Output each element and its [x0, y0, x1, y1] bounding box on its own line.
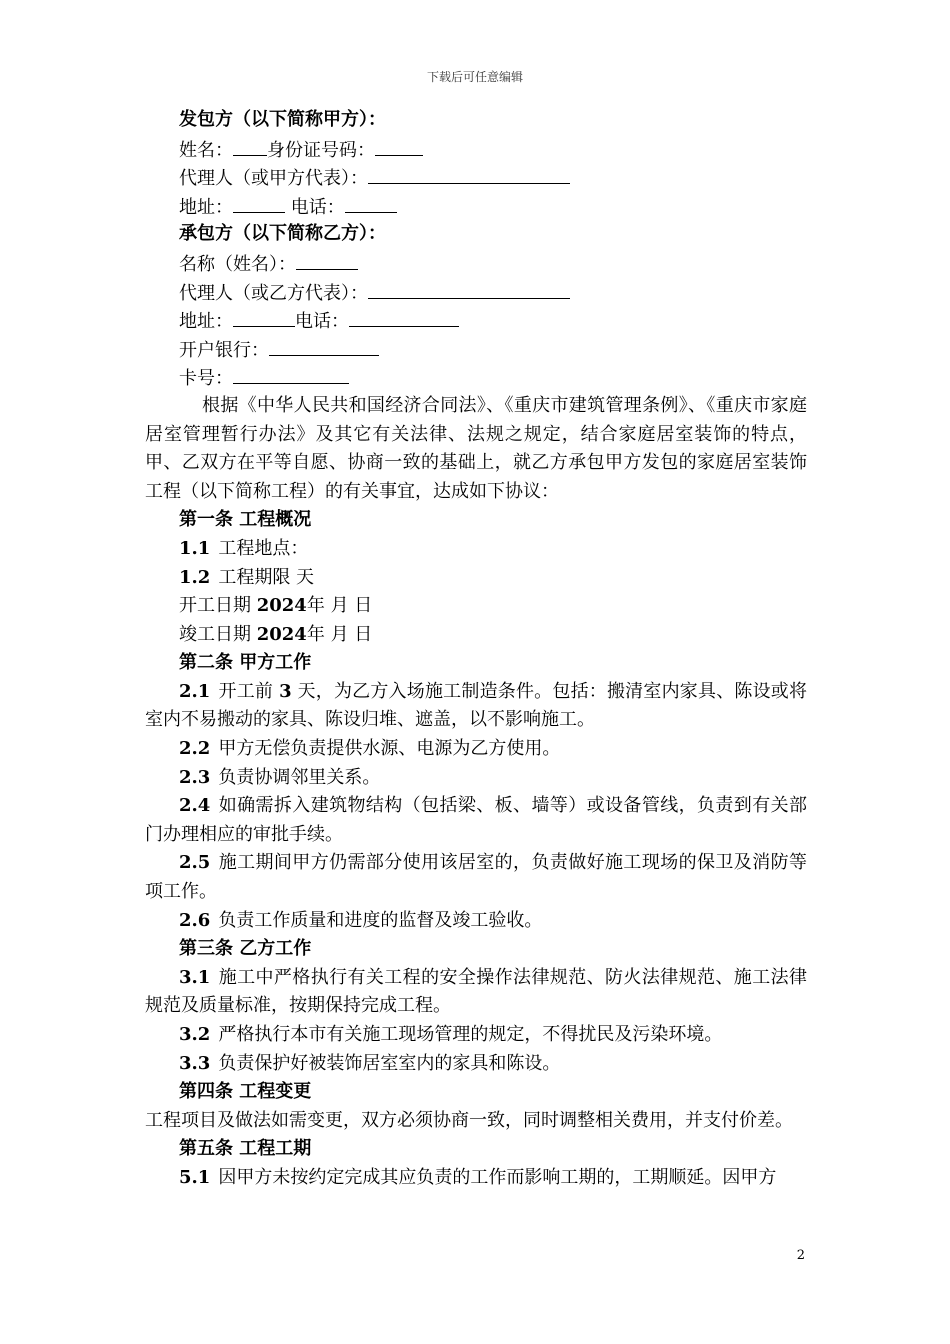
end-date-rest: 年 月 日	[306, 623, 373, 645]
item-text: 因甲方未按约定完成其应负责的工作而影响工期的，工期顺延。因甲方	[218, 1166, 777, 1188]
item-number: 2.5	[179, 852, 211, 874]
item-text: 如确需拆入建筑物结构（包括梁、板、墙等）或设备管线，负责到有关部门办理相应的审批手续。	[145, 795, 807, 845]
item-text: 甲方无偿负责提供水源、电源为乙方使用。	[218, 738, 561, 760]
article-1-item-2	[145, 564, 807, 593]
phone-blank[interactable]	[345, 192, 397, 213]
item-number: 2.4	[179, 795, 211, 817]
party-a-heading: 发包方（以下简称甲方）：	[179, 109, 386, 130]
item-number: 3.2	[179, 1024, 211, 1045]
page-header: 下载后可任意编辑	[426, 70, 523, 84]
article-3-title: 第三条 乙方工作	[179, 938, 312, 960]
days-value: 3	[279, 680, 292, 702]
card-blank[interactable]	[233, 363, 349, 384]
address-blank[interactable]	[233, 306, 295, 327]
party-b-address-line	[145, 306, 807, 335]
item-text: 负责保护好被装饰居室室内的家具和陈设。	[218, 1052, 561, 1074]
agent-label: 代理人（或乙方代表）：	[179, 282, 368, 304]
item-text: 施工期间甲方仍需部分使用该居室的，负责做好施工现场的保卫及消防等项工作。	[145, 852, 807, 903]
article-2-item-2	[145, 735, 807, 764]
start-year: 2024	[256, 595, 307, 617]
article-4-title: 第四条 工程变更	[179, 1081, 312, 1103]
bank-label: 开户银行：	[179, 339, 269, 361]
party-a-address-line	[145, 192, 807, 221]
party-a-agent-line	[145, 163, 807, 192]
item-text: 严格执行本市有关施工现场管理的规定，不得扰民及污染环境。	[218, 1024, 723, 1045]
item-number: 5.1	[179, 1166, 211, 1188]
item-text: 施工中严格执行有关工程的安全操作法律规范、防火法律规范、施工法律规范及质量标准，按期保持完成工程。	[145, 966, 807, 1017]
item-number: 3.1	[179, 966, 211, 988]
phone-label: 电话：	[290, 196, 345, 218]
article-2-item-4	[145, 792, 807, 849]
page-number: 2	[796, 1248, 805, 1263]
party-b-heading: 承包方（以下简称乙方）：	[179, 223, 386, 245]
item-number: 3.3	[179, 1052, 211, 1074]
address-label: 地址：	[179, 311, 233, 333]
party-b-name-line	[145, 249, 807, 278]
name-label: 姓名：	[179, 139, 233, 161]
item-number: 2.6	[179, 909, 211, 931]
article-2-item-5	[145, 849, 807, 906]
end-year: 2024	[256, 623, 307, 645]
agent-blank[interactable]	[368, 278, 570, 299]
item-text: 工程地点：	[218, 537, 309, 559]
item-text: 负责协调邻里关系。	[218, 766, 381, 788]
item-text: 开工前	[218, 680, 274, 702]
agent-blank[interactable]	[368, 163, 570, 184]
item-text: 负责工作质量和进度的监督及竣工验收。	[218, 909, 543, 931]
start-date-label: 开工日期	[179, 595, 251, 617]
item-number: 1.2	[179, 566, 211, 588]
id-blank[interactable]	[375, 135, 423, 156]
party-a-name-line	[145, 135, 807, 164]
article-3-item-2	[145, 1021, 807, 1050]
name-blank[interactable]	[296, 249, 358, 270]
end-date-line	[145, 621, 807, 650]
party-b-bank-line	[145, 335, 807, 364]
address-blank[interactable]	[233, 192, 285, 213]
start-date-line	[145, 592, 807, 621]
article-2-item-6	[145, 907, 807, 936]
article-4-text: 工程项目及做法如需变更，双方必须协商一致，同时调整相关费用，并支付价差。	[145, 1109, 793, 1131]
article-5-title: 第五条 工程工期	[179, 1138, 312, 1160]
agent-label: 代理人（或甲方代表）：	[179, 168, 368, 190]
item-text: 天，为乙方入场施工制造条件。包括：搬清室内家具、陈设或将室内不易搬动的家具、陈设归堆、遮盖，以不影响施工。	[145, 680, 808, 731]
name-label: 名称（姓名）：	[179, 253, 296, 275]
intro-paragraph: 根据《中华人民共和国经济合同法》、《重庆市建筑管理条例》、《重庆市家庭居室管理暂行办法》及其它有关法律、法规之规定，结合家庭居室装饰的特点，甲、乙双方在平等自愿、协商一致的基础上，就乙方承包甲方发包的家庭居室装饰工程（以下简称工程）的有关事宜，达成如下协议：	[145, 394, 807, 502]
article-2-item-3	[145, 764, 807, 793]
item-number: 2.3	[179, 766, 211, 788]
phone-blank[interactable]	[349, 306, 459, 327]
item-number: 2.2	[179, 738, 211, 760]
article-3-item-3	[145, 1050, 807, 1079]
document-body	[145, 106, 807, 1193]
party-b-agent-line	[145, 278, 807, 307]
article-2-item-1	[145, 678, 807, 735]
item-text: 工程期限 天	[218, 566, 315, 588]
id-label: 身份证号码：	[267, 139, 375, 161]
phone-label: 电话：	[295, 311, 349, 333]
article-1-title: 第一条 工程概况	[179, 509, 312, 531]
name-blank[interactable]	[233, 135, 267, 156]
party-b-card-line	[145, 363, 807, 392]
card-label: 卡号：	[179, 368, 233, 390]
article-3-item-1	[145, 964, 807, 1021]
article-5-item-1	[145, 1164, 807, 1193]
end-date-label: 竣工日期	[179, 623, 251, 645]
address-label: 地址：	[179, 196, 233, 218]
item-number: 1.1	[179, 537, 211, 559]
article-2-title: 第二条 甲方工作	[179, 652, 312, 674]
article-1-item-1	[145, 535, 807, 564]
item-number: 2.1	[179, 680, 211, 702]
start-date-rest: 年 月 日	[306, 595, 373, 617]
bank-blank[interactable]	[269, 335, 379, 356]
